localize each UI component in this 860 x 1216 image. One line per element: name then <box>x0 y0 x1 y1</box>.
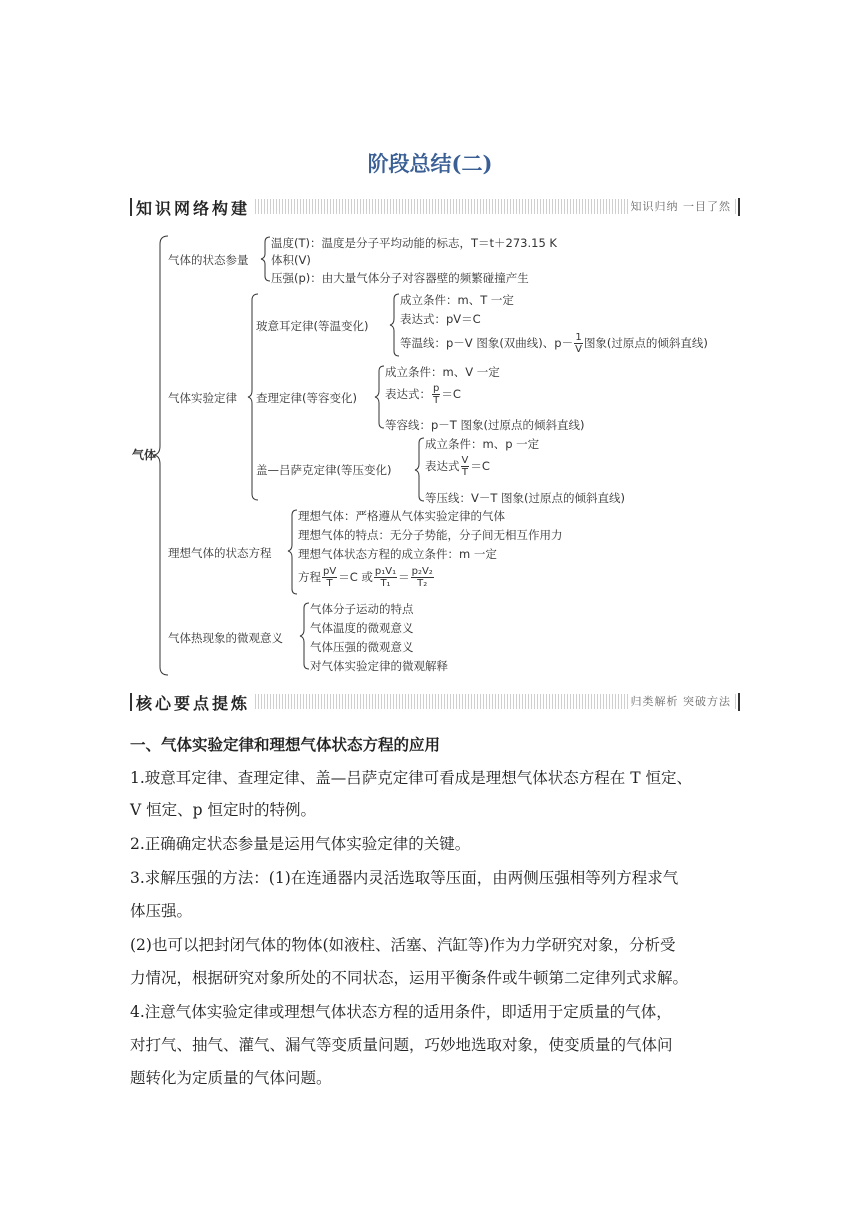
gay-item: 等压线：V－T 图象(过原点的倾斜直线) <box>425 491 626 505</box>
frac-num: V <box>461 455 469 466</box>
micro-item: 气体压强的微观意义 <box>310 640 414 654</box>
fraction <box>374 566 397 589</box>
frac-num: p₂V₂ <box>411 566 433 577</box>
content-line: V 恒定、p 恒定时的特例。 <box>130 801 316 819</box>
frac-num: pV <box>323 566 337 577</box>
content-line: 3.求解压强的方法：(1)在连通器内灵活选取等压面，由两侧压强相等列方程求气 <box>130 869 679 887</box>
frac-den: T <box>433 395 440 406</box>
content-line: 对打气、抽气、灌气、漏气等变质量问题，巧妙地选取对象，使变质量的气体问 <box>130 1036 673 1054</box>
section-label: 核心要点提炼 <box>136 691 254 714</box>
boyle-item: 成立条件：m、T 一定 <box>400 293 514 307</box>
boyle-item: 表达式：pV＝C <box>400 312 481 326</box>
ideal-equation <box>298 566 435 589</box>
node-laws: 气体实验定律 <box>168 391 237 405</box>
frac-num: p <box>433 383 440 394</box>
node-micro: 气体热现象的微观意义 <box>168 631 283 645</box>
micro-item: 对气体实验定律的微观解释 <box>310 659 448 673</box>
content-line: (2)也可以把封闭气体的物体(如液柱、活塞、汽缸等)作为力学研究对象，分析受 <box>130 936 676 954</box>
micro-item: 气体温度的微观意义 <box>310 621 414 635</box>
ideal-item: 理想气体：严格遵从气体实验定律的气体 <box>298 509 505 523</box>
isotherm-text: 图象(过原点的倾斜直线) <box>583 336 708 350</box>
charles-item: 等容线：p－T 图象(过原点的倾斜直线) <box>385 418 585 432</box>
frac-den: T <box>461 467 468 478</box>
fraction <box>322 566 337 589</box>
fraction <box>461 455 470 478</box>
content-line: 1.玻意耳定律、查理定律、盖—吕萨克定律可看成是理想气体状态方程在 T 恒定、 <box>130 769 692 787</box>
fraction <box>574 332 583 355</box>
tree-root: 气体 <box>132 448 157 462</box>
charles-item: 成立条件：m、V 一定 <box>385 365 500 379</box>
node-state: 气体的状态参量 <box>168 253 249 267</box>
section-label: 知识网络构建 <box>136 196 254 219</box>
node-charles: 查理定律(等容变化) <box>256 391 357 405</box>
content-line: 4.注意气体实验定律或理想气体状态方程的适用条件，即适用于定质量的气体， <box>130 1003 672 1021</box>
content-heading: 一、气体实验定律和理想气体状态方程的应用 <box>130 736 441 754</box>
content-line: 2.正确确定状态参量是运用气体实验定律的关键。 <box>130 835 471 853</box>
state-item: 压强(p)：由大量气体分子对容器壁的频繁碰撞产生 <box>271 271 529 285</box>
boyle-isotherm <box>400 332 708 355</box>
eq-text: ＝C 或 <box>338 570 373 584</box>
frac-num: 1 <box>575 332 582 343</box>
expr-text: 表达式： <box>385 387 431 401</box>
node-boyle: 玻意耳定律(等温变化) <box>256 319 369 333</box>
frac-den: T₂ <box>417 578 428 589</box>
section-subtitle: 知识归纳 一目了然 <box>628 198 735 214</box>
state-item: 温度(T)：温度是分子平均动能的标志，T＝t＋273.15 K <box>271 236 557 250</box>
gay-expr <box>425 455 490 478</box>
frac-den: T₁ <box>380 578 391 589</box>
expr-text: ＝C <box>470 459 490 473</box>
isotherm-text: 等温线：p－V 图象(双曲线)、p－ <box>400 336 574 350</box>
frac-num: p₁V₁ <box>374 566 397 577</box>
expr-text: 表达式 <box>425 459 460 473</box>
page-title: 阶段总结(二) <box>367 151 493 176</box>
fraction <box>411 566 434 589</box>
section-header-core <box>130 693 740 711</box>
ideal-item: 理想气体的特点：无分子势能，分子间无相互作用力 <box>298 528 563 542</box>
eq-text: 方程 <box>298 570 321 584</box>
micro-item: 气体分子运动的特点 <box>310 602 414 616</box>
ideal-item: 理想气体状态方程的成立条件：m 一定 <box>298 547 497 561</box>
node-ideal: 理想气体的状态方程 <box>168 546 272 560</box>
eq-text: ＝ <box>398 570 410 584</box>
node-gay: 盖—吕萨克定律(等压变化) <box>256 463 392 477</box>
content-line: 体压强。 <box>130 902 193 920</box>
fraction <box>432 383 440 406</box>
frac-den: T <box>326 578 333 589</box>
frac-den: V <box>575 344 582 355</box>
section-subtitle: 归类解析 突破方法 <box>628 693 735 709</box>
gay-item: 成立条件：m、p 一定 <box>425 437 540 451</box>
content-line: 题转化为定质量的气体问题。 <box>130 1069 332 1087</box>
expr-text: ＝C <box>441 387 461 401</box>
state-item: 体积(V) <box>271 253 311 267</box>
content-line: 力情况，根据研究对象所处的不同状态，运用平衡条件或牛顿第二定律列式求解。 <box>130 969 689 987</box>
charles-expr <box>385 383 461 406</box>
